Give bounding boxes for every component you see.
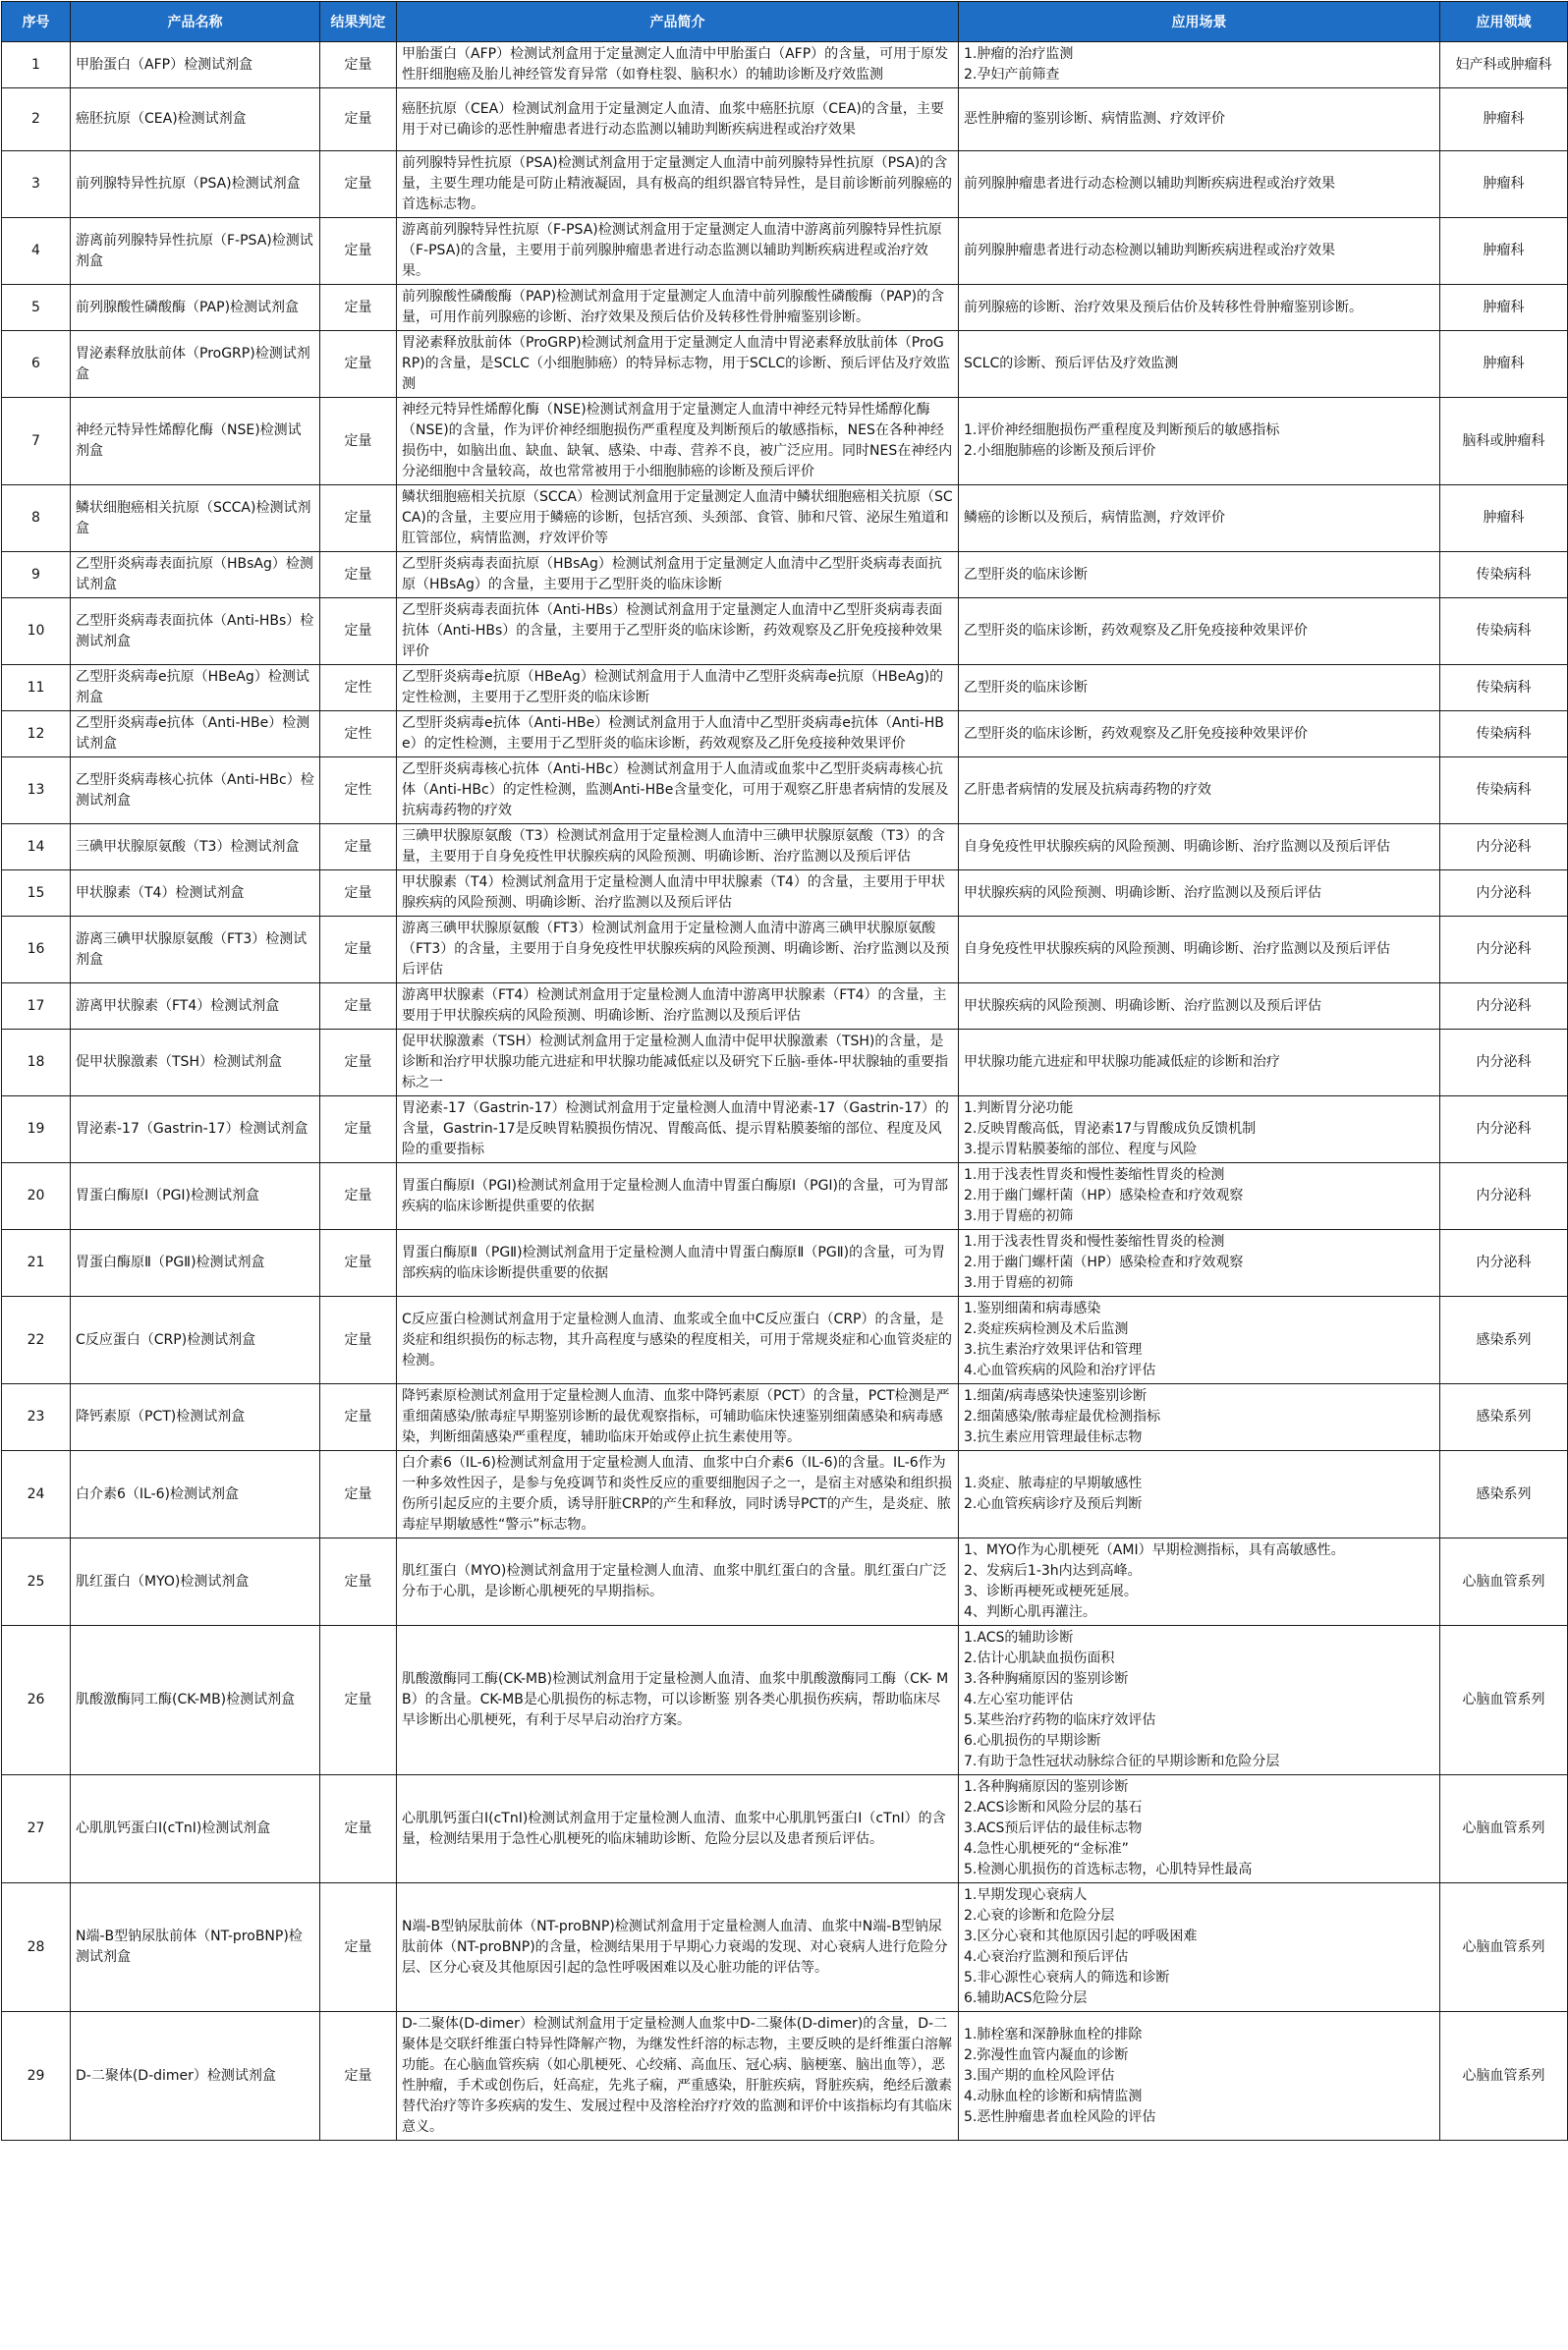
cell-no: 3 (2, 151, 71, 218)
table-row (2, 1775, 1568, 1883)
scenario-line: 乙肝患者病情的发展及抗病毒药物的疗效 (964, 782, 1211, 798)
cell-field: 心脑血管系列 (1440, 1775, 1568, 1883)
scenario-line: 5.某些治疗药物的临床疗效评估 (964, 1712, 1156, 1728)
cell-intro: 心肌肌钙蛋白I(cTnI)检测试剂盒用于定量检测人血清、血浆中心肌肌钙蛋白I（cTnI）的含量，检测结果用于急性心肌梗死的临床辅助诊断、危险分层以及患者预后评估。 (397, 1775, 959, 1883)
table-row (2, 1096, 1568, 1163)
scenario-line: 甲状腺疾病的风险预测、明确诊断、治疗监测以及预后评估 (964, 884, 1321, 901)
cell-intro: 游离前列腺特异性抗原（F-PSA)检测试剂盒用于定量测定人血清中游离前列腺特异性抗原（F-PSA)的含量，主要用于前列腺肿瘤患者进行动态监测以辅助判断疾病进程或治疗效果。 (397, 218, 959, 285)
cell-product-name: 乙型肝炎病毒表面抗体（Anti-HBs）检测试剂盒 (71, 598, 320, 665)
scenario-line: 2.心衰的诊断和危险分层 (964, 1908, 1115, 1924)
cell-product-name: 胃蛋白酶原Ⅰ（PGⅠ)检测试剂盒 (71, 1163, 320, 1230)
scenario-line: 6.心肌损伤的早期诊断 (964, 1733, 1101, 1749)
cell-intro: 乙型肝炎病毒e抗原（HBeAg）检测试剂盒用于人血清中乙型肝炎病毒e抗原（HBeAg)的定性检测，主要用于乙型肝炎的临床诊断 (397, 665, 959, 711)
cell-product-name: 游离前列腺特异性抗原（F-PSA)检测试剂盒 (71, 218, 320, 285)
scenario-line: 前列腺肿瘤患者进行动态检测以辅助判断疾病进程或治疗效果 (964, 176, 1335, 192)
header-scenario: 应用场景 (959, 2, 1440, 42)
scenario-line: 1.早期发现心衰病人 (964, 1887, 1088, 1903)
cell-field: 内分泌科 (1440, 1230, 1568, 1297)
scenario-line: 2.弥漫性血管内凝血的诊断 (964, 2046, 1129, 2063)
cell-product-name: C反应蛋白（CRP)检测试剂盒 (71, 1297, 320, 1384)
cell-no: 23 (2, 1384, 71, 1451)
cell-scenario (959, 917, 1440, 983)
cell-intro: 降钙素原检测试剂盒用于定量检测人血清、血浆中降钙素原（PCT）的含量，PCT检测是严重细菌感染/脓毒症早期鉴别诊断的最优观察指标，可辅助临床快速鉴别细菌感染和病毒感染，判断细菌感染严重程度，辅助临床开始或停止抗生素使用等。 (397, 1384, 959, 1451)
product-table (1, 1, 1568, 2141)
cell-intro: 乙型肝炎病毒表面抗体（Anti-HBs）检测试剂盒用于定量测定人血清中乙型肝炎病毒表面抗体（Anti-HBs）的含量，主要用于乙型肝炎的临床诊断，药效观察及乙肝免疫接种效果评价 (397, 598, 959, 665)
cell-product-name: 肌酸激酶同工酶(CK-MB)检测试剂盒 (71, 1626, 320, 1775)
cell-field: 妇产科或肿瘤科 (1440, 42, 1568, 88)
cell-product-name: 游离甲状腺素（FT4）检测试剂盒 (71, 983, 320, 1030)
cell-intro: 前列腺酸性磷酸酶（PAP)检测试剂盒用于定量测定人血清中前列腺酸性磷酸酶（PAP)的含量，可用作前列腺癌的诊断、治疗效果及预后估价及转移性骨肿瘤鉴别诊断。 (397, 285, 959, 331)
scenario-line: 1.肿瘤的治疗监测 (964, 46, 1074, 62)
cell-product-name: 前列腺酸性磷酸酶（PAP)检测试剂盒 (71, 285, 320, 331)
cell-no: 16 (2, 917, 71, 983)
cell-product-name: 乙型肝炎病毒核心抗体（Anti-HBc）检测试剂盒 (71, 757, 320, 824)
cell-product-name: 降钙素原（PCT)检测试剂盒 (71, 1384, 320, 1451)
cell-field: 内分泌科 (1440, 917, 1568, 983)
cell-no: 26 (2, 1626, 71, 1775)
cell-product-name: 神经元特异性烯醇化酶（NSE)检测试剂盒 (71, 398, 320, 485)
scenario-line: 4、判断心肌再灌注。 (964, 1604, 1096, 1620)
cell-field: 肿瘤科 (1440, 485, 1568, 552)
scenario-line: 1.各种胸痛原因的鉴别诊断 (964, 1779, 1129, 1795)
scenario-line: 4.心衰治疗监测和预后评估 (964, 1949, 1129, 1965)
cell-result: 定性 (320, 665, 397, 711)
table-row (2, 42, 1568, 88)
cell-result: 定量 (320, 1539, 397, 1626)
table-row (2, 598, 1568, 665)
scenario-line: 3.用于胃癌的初筛 (964, 1275, 1074, 1291)
cell-result: 定量 (320, 1297, 397, 1384)
cell-result: 定量 (320, 1775, 397, 1883)
table-row (2, 485, 1568, 552)
cell-result: 定量 (320, 285, 397, 331)
cell-result: 定量 (320, 983, 397, 1030)
cell-field: 肿瘤科 (1440, 218, 1568, 285)
cell-intro: 神经元特异性烯醇化酶（NSE)检测试剂盒用于定量测定人血清中神经元特异性烯醇化酶（NSE)的含量，作为评价神经细胞损伤严重程度及判断预后的敏感指标，NES在各种神经损伤中，如脑出血、缺血、缺氧、感染、中毒、营养不良，被广泛应用。同时NES在神经内分泌细胞中含量较高，故也常常被用于小细胞肺癌的诊断及预后评价 (397, 398, 959, 485)
cell-scenario (959, 1775, 1440, 1883)
cell-scenario (959, 665, 1440, 711)
header-row (2, 2, 1568, 42)
cell-result: 定量 (320, 1163, 397, 1230)
cell-scenario (959, 757, 1440, 824)
cell-field: 传染病科 (1440, 757, 1568, 824)
scenario-line: 甲状腺功能亢进症和甲状腺功能减低症的诊断和治疗 (964, 1054, 1280, 1070)
cell-scenario (959, 2012, 1440, 2141)
cell-field: 肿瘤科 (1440, 285, 1568, 331)
scenario-line: 1.炎症、脓毒症的早期敏感性 (964, 1476, 1143, 1491)
scenario-line: 2、发病后1-3h内达到高峰。 (964, 1563, 1142, 1579)
cell-result: 定量 (320, 1626, 397, 1775)
cell-scenario (959, 983, 1440, 1030)
cell-scenario (959, 331, 1440, 398)
cell-field: 心脑血管系列 (1440, 1539, 1568, 1626)
cell-field: 肿瘤科 (1440, 331, 1568, 398)
cell-result: 定量 (320, 485, 397, 552)
cell-field: 心脑血管系列 (1440, 2012, 1568, 2141)
cell-no: 14 (2, 824, 71, 870)
scenario-line: 4.左心室功能评估 (964, 1692, 1074, 1707)
cell-no: 4 (2, 218, 71, 285)
scenario-line: 1.判断胃分泌功能 (964, 1100, 1074, 1116)
cell-result: 定量 (320, 1096, 397, 1163)
cell-result: 定量 (320, 1384, 397, 1451)
table-row (2, 1230, 1568, 1297)
cell-product-name: 胃蛋白酶原Ⅱ（PGⅡ)检测试剂盒 (71, 1230, 320, 1297)
cell-no: 18 (2, 1030, 71, 1096)
scenario-line: 恶性肿瘤的鉴别诊断、病情监测、疗效评价 (964, 111, 1225, 127)
table-row (2, 983, 1568, 1030)
cell-intro: 前列腺特异性抗原（PSA)检测试剂盒用于定量测定人血清中前列腺特异性抗原（PSA)的含量，主要生理功能是可防止精液凝固，具有极高的组织器官特异性，是目前诊断前列腺癌的首选标志物。 (397, 151, 959, 218)
scenario-line: 自身免疫性甲状腺疾病的风险预测、明确诊断、治疗监测以及预后评估 (964, 941, 1390, 957)
header-intro: 产品简介 (397, 2, 959, 42)
cell-no: 12 (2, 711, 71, 757)
cell-scenario (959, 870, 1440, 917)
cell-scenario (959, 1297, 1440, 1384)
scenario-line: 3.用于胃癌的初筛 (964, 1208, 1074, 1224)
table-row (2, 917, 1568, 983)
cell-intro: C反应蛋白检测试剂盒用于定量检测人血清、血浆或全血中C反应蛋白（CRP）的含量，是炎症和组织损伤的标志物，其升高程度与感染的程度相关，可用于常规炎症和心血管炎症的检测。 (397, 1297, 959, 1384)
cell-field: 肿瘤科 (1440, 88, 1568, 151)
cell-no: 22 (2, 1297, 71, 1384)
scenario-line: 前列腺肿瘤患者进行动态检测以辅助判断疾病进程或治疗效果 (964, 243, 1335, 258)
cell-no: 10 (2, 598, 71, 665)
cell-field: 感染系列 (1440, 1297, 1568, 1384)
cell-intro: 肌酸激酶同工酶(CK-MB)检测试剂盒用于定量检测人血清、血浆中肌酸激酶同工酶（CK- MB）的含量。CK-MB是心肌损伤的标志物，可以诊断鉴 别各类心肌损伤疾病，帮助临床尽早诊断出心肌梗死，有利于尽早启动治疗方案。 (397, 1626, 959, 1775)
scenario-line: 乙型肝炎的临床诊断，药效观察及乙肝免疫接种效果评价 (964, 623, 1308, 639)
cell-scenario (959, 1451, 1440, 1539)
cell-no: 7 (2, 398, 71, 485)
scenario-line: 1.鉴别细菌和病毒感染 (964, 1301, 1101, 1316)
cell-product-name: 胃泌素释放肽前体（ProGRP)检测试剂盒 (71, 331, 320, 398)
cell-scenario (959, 285, 1440, 331)
cell-product-name: 促甲状腺激素（TSH）检测试剂盒 (71, 1030, 320, 1096)
cell-intro: 胃蛋白酶原Ⅱ（PGⅡ)检测试剂盒用于定量检测人血清中胃蛋白酶原Ⅱ（PGⅡ)的含量，可为胃部疾病的临床诊断提供重要的依据 (397, 1230, 959, 1297)
table-row (2, 151, 1568, 218)
cell-field: 感染系列 (1440, 1451, 1568, 1539)
scenario-line: 乙型肝炎的临床诊断，药效观察及乙肝免疫接种效果评价 (964, 725, 1308, 742)
table-row (2, 331, 1568, 398)
cell-no: 21 (2, 1230, 71, 1297)
cell-field: 内分泌科 (1440, 1030, 1568, 1096)
cell-intro: 游离三碘甲状腺原氨酸（FT3）检测试剂盒用于定量检测人血清中游离三碘甲状腺原氨酸（FT3）的含量，主要用于自身免疫性甲状腺疾病的风险预测、明确诊断、治疗监测以及预后评估 (397, 917, 959, 983)
cell-result: 定量 (320, 398, 397, 485)
cell-scenario (959, 1230, 1440, 1297)
cell-scenario (959, 151, 1440, 218)
cell-result: 定量 (320, 917, 397, 983)
cell-no: 1 (2, 42, 71, 88)
cell-scenario (959, 485, 1440, 552)
cell-no: 6 (2, 331, 71, 398)
scenario-line: 2.用于幽门螺杆菌（HP）感染检查和疗效观察 (964, 1188, 1244, 1203)
cell-product-name: 胃泌素-17（Gastrin-17）检测试剂盒 (71, 1096, 320, 1163)
cell-result: 定量 (320, 870, 397, 917)
cell-no: 9 (2, 552, 71, 598)
scenario-line: 3.区分心衰和其他原因引起的呼吸困难 (964, 1929, 1198, 1944)
cell-field: 肿瘤科 (1440, 151, 1568, 218)
table-row (2, 1297, 1568, 1384)
scenario-line: 2.心血管疾病诊疗及预后判断 (964, 1496, 1143, 1512)
scenario-line: 5.检测心肌损伤的首选标志物，心肌特异性最高 (964, 1862, 1253, 1877)
scenario-line: 7.有助于急性冠状动脉综合征的早期诊断和危险分层 (964, 1754, 1280, 1769)
cell-product-name: 乙型肝炎病毒e抗体（Anti-HBe）检测试剂盒 (71, 711, 320, 757)
cell-product-name: 乙型肝炎病毒表面抗原（HBsAg）检测试剂盒 (71, 552, 320, 598)
table-body (2, 42, 1568, 2141)
scenario-line: 1.ACS的辅助诊断 (964, 1630, 1074, 1646)
scenario-line: 5.非心源性心衰病人的筛选和诊断 (964, 1970, 1170, 1986)
scenario-line: 3.提示胃粘膜萎缩的部位、程度与风险 (964, 1142, 1198, 1157)
scenario-line: SCLC的诊断、预后评估及疗效监测 (964, 356, 1179, 371)
cell-scenario (959, 1163, 1440, 1230)
scenario-line: 2.反映胃酸高低，胃泌素17与胃酸成负反馈机制 (964, 1121, 1257, 1137)
cell-scenario (959, 42, 1440, 88)
scenario-line: 1、MYO作为心肌梗死（AMI）早期检测指标，具有高敏感性。 (964, 1542, 1345, 1558)
cell-result: 定量 (320, 552, 397, 598)
cell-product-name: 甲状腺素（T4）检测试剂盒 (71, 870, 320, 917)
scenario-line: 2.小细胞肺癌的诊断及预后评价 (964, 443, 1156, 459)
table-row (2, 285, 1568, 331)
table-row (2, 711, 1568, 757)
cell-scenario (959, 1030, 1440, 1096)
cell-no: 15 (2, 870, 71, 917)
cell-result: 定性 (320, 757, 397, 824)
cell-field: 心脑血管系列 (1440, 1883, 1568, 2012)
table-row (2, 218, 1568, 285)
cell-product-name: 乙型肝炎病毒e抗原（HBeAg）检测试剂盒 (71, 665, 320, 711)
scenario-line: 4.急性心肌梗死的“金标准” (964, 1841, 1129, 1857)
header-result: 结果判定 (320, 2, 397, 42)
cell-intro: 促甲状腺激素（TSH）检测试剂盒用于定量检测人血清中促甲状腺激素（TSH)的含量，是诊断和治疗甲状腺功能亢进症和甲状腺功能减低症以及研究下丘脑-垂体-甲状腺轴的重要指标之一 (397, 1030, 959, 1096)
cell-result: 定量 (320, 824, 397, 870)
cell-result: 定量 (320, 598, 397, 665)
scenario-line: 1.用于浅表性胃炎和慢性萎缩性胃炎的检测 (964, 1167, 1225, 1183)
header-no: 序号 (2, 2, 71, 42)
scenario-line: 3.各种胸痛原因的鉴别诊断 (964, 1671, 1129, 1687)
cell-result: 定量 (320, 1883, 397, 2012)
scenario-line: 2.细菌感染/脓毒症最优检测指标 (964, 1409, 1161, 1425)
cell-intro: D-二聚体(D-dimer）检测试剂盒用于定量检测人血浆中D-二聚体(D-dimer)的含量，D-二聚体是交联纤维蛋白特异性降解产物，为继发性纤溶的标志物，主要反映的是纤维蛋白溶解功能。在心脑血管疾病（如心肌梗死、心绞痛、高血压、冠心病、脑梗塞、脑出血等），恶性肿瘤，手术或创伤后，妊高症，先兆子痫，严重感染，肝脏疾病，肾脏疾病，绝经后激素替代治疗等许多疾病的发生、发展过程中及溶栓治疗疗效的监测和评价中该指标均有其临床意义。 (397, 2012, 959, 2141)
cell-no: 13 (2, 757, 71, 824)
cell-no: 8 (2, 485, 71, 552)
table-row (2, 1030, 1568, 1096)
cell-scenario (959, 1096, 1440, 1163)
cell-no: 25 (2, 1539, 71, 1626)
cell-scenario (959, 1384, 1440, 1451)
cell-scenario (959, 824, 1440, 870)
cell-product-name: 三碘甲状腺原氨酸（T3）检测试剂盒 (71, 824, 320, 870)
table-row (2, 1626, 1568, 1775)
cell-scenario (959, 1539, 1440, 1626)
cell-intro: 三碘甲状腺原氨酸（T3）检测试剂盒用于定量检测人血清中三碘甲状腺原氨酸（T3）的含量，主要用于自身免疫性甲状腺疾病的风险预测、明确诊断、治疗监测以及预后评估 (397, 824, 959, 870)
scenario-line: 甲状腺疾病的风险预测、明确诊断、治疗监测以及预后评估 (964, 997, 1321, 1014)
cell-field: 内分泌科 (1440, 1096, 1568, 1163)
cell-product-name: 前列腺特异性抗原（PSA)检测试剂盒 (71, 151, 320, 218)
scenario-line: 2.孕妇产前筛查 (964, 67, 1060, 83)
scenario-line: 鳞癌的诊断以及预后，病情监测，疗效评价 (964, 510, 1225, 526)
cell-field: 感染系列 (1440, 1384, 1568, 1451)
cell-field: 传染病科 (1440, 598, 1568, 665)
cell-intro: 游离甲状腺素（FT4）检测试剂盒用于定量检测人血清中游离甲状腺素（FT4）的含量，主要用于甲状腺疾病的风险预测、明确诊断、治疗监测以及预后评估 (397, 983, 959, 1030)
cell-no: 17 (2, 983, 71, 1030)
cell-field: 传染病科 (1440, 711, 1568, 757)
cell-result: 定量 (320, 331, 397, 398)
scenario-line: 5.恶性肿瘤患者血栓风险的评估 (964, 2108, 1156, 2125)
cell-field: 传染病科 (1440, 552, 1568, 598)
cell-intro: 癌胚抗原（CEA）检测试剂盒用于定量测定人血清、血浆中癌胚抗原（CEA)的含量，主要用于对已确诊的恶性肿瘤患者进行动态监测以辅助判断疾病进程或治疗效果 (397, 88, 959, 151)
scenario-line: 前列腺癌的诊断、治疗效果及预后估价及转移性骨肿瘤鉴别诊断。 (964, 299, 1363, 315)
table-row (2, 665, 1568, 711)
cell-scenario (959, 88, 1440, 151)
table-row (2, 824, 1568, 870)
header-field: 应用领域 (1440, 2, 1568, 42)
scenario-line: 1.细菌/病毒感染快速鉴别诊断 (964, 1388, 1148, 1404)
scenario-line: 乙型肝炎的临床诊断 (964, 679, 1088, 696)
table-row (2, 88, 1568, 151)
scenario-line: 3.ACS预后评估的最佳标志物 (964, 1820, 1143, 1836)
cell-product-name: 甲胎蛋白（AFP）检测试剂盒 (71, 42, 320, 88)
cell-no: 19 (2, 1096, 71, 1163)
scenario-line: 1.评价神经细胞损伤严重程度及判断预后的敏感指标 (964, 422, 1280, 438)
cell-intro: 甲胎蛋白（AFP）检测试剂盒用于定量测定人血清中甲胎蛋白（AFP）的含量，可用于原发性肝细胞癌及胎儿神经管发育异常（如脊柱裂、脑积水）的辅助诊断及疗效监测 (397, 42, 959, 88)
cell-intro: 甲状腺素（T4）检测试剂盒用于定量检测人血清中甲状腺素（T4）的含量，主要用于甲状腺疾病的风险预测、明确诊断、治疗监测以及预后评估 (397, 870, 959, 917)
cell-product-name: D-二聚体(D-dimer）检测试剂盒 (71, 2012, 320, 2141)
cell-field: 内分泌科 (1440, 1163, 1568, 1230)
table-row (2, 2012, 1568, 2141)
scenario-line: 6.辅助ACS危险分层 (964, 1990, 1088, 2006)
header-name: 产品名称 (71, 2, 320, 42)
cell-scenario (959, 1626, 1440, 1775)
cell-scenario (959, 598, 1440, 665)
cell-result: 定量 (320, 1030, 397, 1096)
cell-field: 内分泌科 (1440, 870, 1568, 917)
scenario-line: 1.肺栓塞和深静脉血栓的排除 (964, 2026, 1143, 2042)
cell-no: 28 (2, 1883, 71, 2012)
cell-no: 29 (2, 2012, 71, 2141)
cell-result: 定量 (320, 2012, 397, 2141)
cell-result: 定量 (320, 151, 397, 218)
cell-scenario (959, 398, 1440, 485)
table-row (2, 1384, 1568, 1451)
scenario-line: 3、诊断再梗死或梗死延展。 (964, 1584, 1138, 1599)
cell-product-name: 癌胚抗原（CEA)检测试剂盒 (71, 88, 320, 151)
cell-no: 2 (2, 88, 71, 151)
scenario-line: 3.围产期的血栓风险评估 (964, 2067, 1115, 2084)
cell-product-name: 游离三碘甲状腺原氨酸（FT3）检测试剂盒 (71, 917, 320, 983)
table-row (2, 1451, 1568, 1539)
table-row (2, 1163, 1568, 1230)
cell-no: 11 (2, 665, 71, 711)
cell-intro: 胃泌素释放肽前体（ProGRP)检测试剂盒用于定量测定人血清中胃泌素释放肽前体（ProGRP)的含量，是SCLC（小细胞肺癌）的特异标志物，用于SCLC的诊断、预后评估及疗效监测 (397, 331, 959, 398)
cell-no: 27 (2, 1775, 71, 1883)
cell-field: 传染病科 (1440, 665, 1568, 711)
scenario-line: 自身免疫性甲状腺疾病的风险预测、明确诊断、治疗监测以及预后评估 (964, 838, 1390, 855)
cell-scenario (959, 711, 1440, 757)
cell-intro: 白介素6（IL-6)检测试剂盒用于定量检测人血清、血浆中白介素6（IL-6)的含量。IL-6作为一种多效性因子，是参与免疫调节和炎性反应的重要细胞因子之一，是宿主对感染和组织损伤所引起反应的主要介质，诱导肝脏CRP的产生和释放，同时诱导PCT的产生，是炎症、脓毒症早期敏感性“警示”标志物。 (397, 1451, 959, 1539)
cell-intro: 鳞状细胞癌相关抗原（SCCA）检测试剂盒用于定量测定人血清中鳞状细胞癌相关抗原（SCCA)的含量，主要应用于鳞癌的诊断，包括宫颈、头颈部、食管、肺和尺管、泌尿生殖道和肛管部位，病情监测，疗效评价等 (397, 485, 959, 552)
cell-product-name: 白介素6（IL-6)检测试剂盒 (71, 1451, 320, 1539)
scenario-line: 乙型肝炎的临床诊断 (964, 566, 1088, 583)
cell-result: 定量 (320, 88, 397, 151)
cell-field: 内分泌科 (1440, 824, 1568, 870)
cell-field: 心脑血管系列 (1440, 1626, 1568, 1775)
cell-intro: N端-B型钠尿肽前体（NT-proBNP)检测试剂盒用于定量检测人血清、血浆中N端-B型钠尿肽前体（NT-proBNP)的含量，检测结果用于早期心力衰竭的发现、对心衰病人进行危险分层、区分心衰及其他原因引起的急性呼吸困难以及心脏功能的评估等。 (397, 1883, 959, 2012)
scenario-line: 2.炎症疾病检测及术后监测 (964, 1321, 1129, 1337)
cell-result: 定性 (320, 711, 397, 757)
table-row (2, 757, 1568, 824)
table-row (2, 870, 1568, 917)
cell-field: 内分泌科 (1440, 983, 1568, 1030)
cell-product-name: 心肌肌钙蛋白Ⅰ(cTnI)检测试剂盒 (71, 1775, 320, 1883)
cell-scenario (959, 1883, 1440, 2012)
cell-field: 脑科或肿瘤科 (1440, 398, 1568, 485)
cell-result: 定量 (320, 1230, 397, 1297)
table-row (2, 398, 1568, 485)
cell-result: 定量 (320, 218, 397, 285)
cell-result: 定量 (320, 1451, 397, 1539)
cell-intro: 乙型肝炎病毒核心抗体（Anti-HBc）检测试剂盒用于人血清或血浆中乙型肝炎病毒核心抗体（Anti-HBc）的定性检测，监测Anti-HBe含量变化，可用于观察乙肝患者病情的发展及抗病毒药物的疗效 (397, 757, 959, 824)
scenario-line: 1.用于浅表性胃炎和慢性萎缩性胃炎的检测 (964, 1234, 1225, 1250)
cell-no: 24 (2, 1451, 71, 1539)
cell-product-name: N端-B型钠尿肽前体（NT-proBNP)检测试剂盒 (71, 1883, 320, 2012)
scenario-line: 3.抗生素治疗效果评估和管理 (964, 1342, 1143, 1358)
scenario-line: 4.动脉血栓的诊断和病情监测 (964, 2088, 1143, 2104)
cell-product-name: 肌红蛋白（MYO)检测试剂盒 (71, 1539, 320, 1626)
scenario-line: 2.ACS诊断和风险分层的基石 (964, 1800, 1143, 1816)
scenario-line: 2.用于幽门螺杆菌（HP）感染检查和疗效观察 (964, 1255, 1244, 1270)
table-row (2, 1883, 1568, 2012)
cell-result: 定量 (320, 42, 397, 88)
table-row (2, 552, 1568, 598)
cell-intro: 乙型肝炎病毒表面抗原（HBsAg）检测试剂盒用于定量测定人血清中乙型肝炎病毒表面抗原（HBsAg）的含量，主要用于乙型肝炎的临床诊断 (397, 552, 959, 598)
scenario-line: 2.估计心肌缺血损伤面积 (964, 1651, 1115, 1666)
cell-intro: 胃蛋白酶原Ⅰ（PGⅠ)检测试剂盒用于定量检测人血清中胃蛋白酶原Ⅰ（PGⅠ)的含量，可为胃部疾病的临床诊断提供重要的依据 (397, 1163, 959, 1230)
cell-intro: 胃泌素-17（Gastrin-17）检测试剂盒用于定量检测人血清中胃泌素-17（Gastrin-17）的含量，Gastrin-17是反映胃粘膜损伤情况、胃酸高低、提示胃粘膜萎缩的部位、程度及风险的重要指标 (397, 1096, 959, 1163)
scenario-line: 3.抗生素应用管理最佳标志物 (964, 1429, 1143, 1445)
cell-intro: 乙型肝炎病毒e抗体（Anti-HBe）检测试剂盒用于人血清中乙型肝炎病毒e抗体（Anti-HBe）的定性检测，主要用于乙型肝炎的临床诊断，药效观察及乙肝免疫接种效果评价 (397, 711, 959, 757)
cell-scenario (959, 552, 1440, 598)
cell-no: 20 (2, 1163, 71, 1230)
table-row (2, 1539, 1568, 1626)
cell-intro: 肌红蛋白（MYO)检测试剂盒用于定量检测人血清、血浆中肌红蛋白的含量。肌红蛋白广泛分布于心肌，是诊断心肌梗死的早期指标。 (397, 1539, 959, 1626)
cell-no: 5 (2, 285, 71, 331)
scenario-line: 4.心血管疾病的风险和治疗评估 (964, 1363, 1156, 1378)
cell-scenario (959, 218, 1440, 285)
cell-product-name: 鳞状细胞癌相关抗原（SCCA)检测试剂盒 (71, 485, 320, 552)
